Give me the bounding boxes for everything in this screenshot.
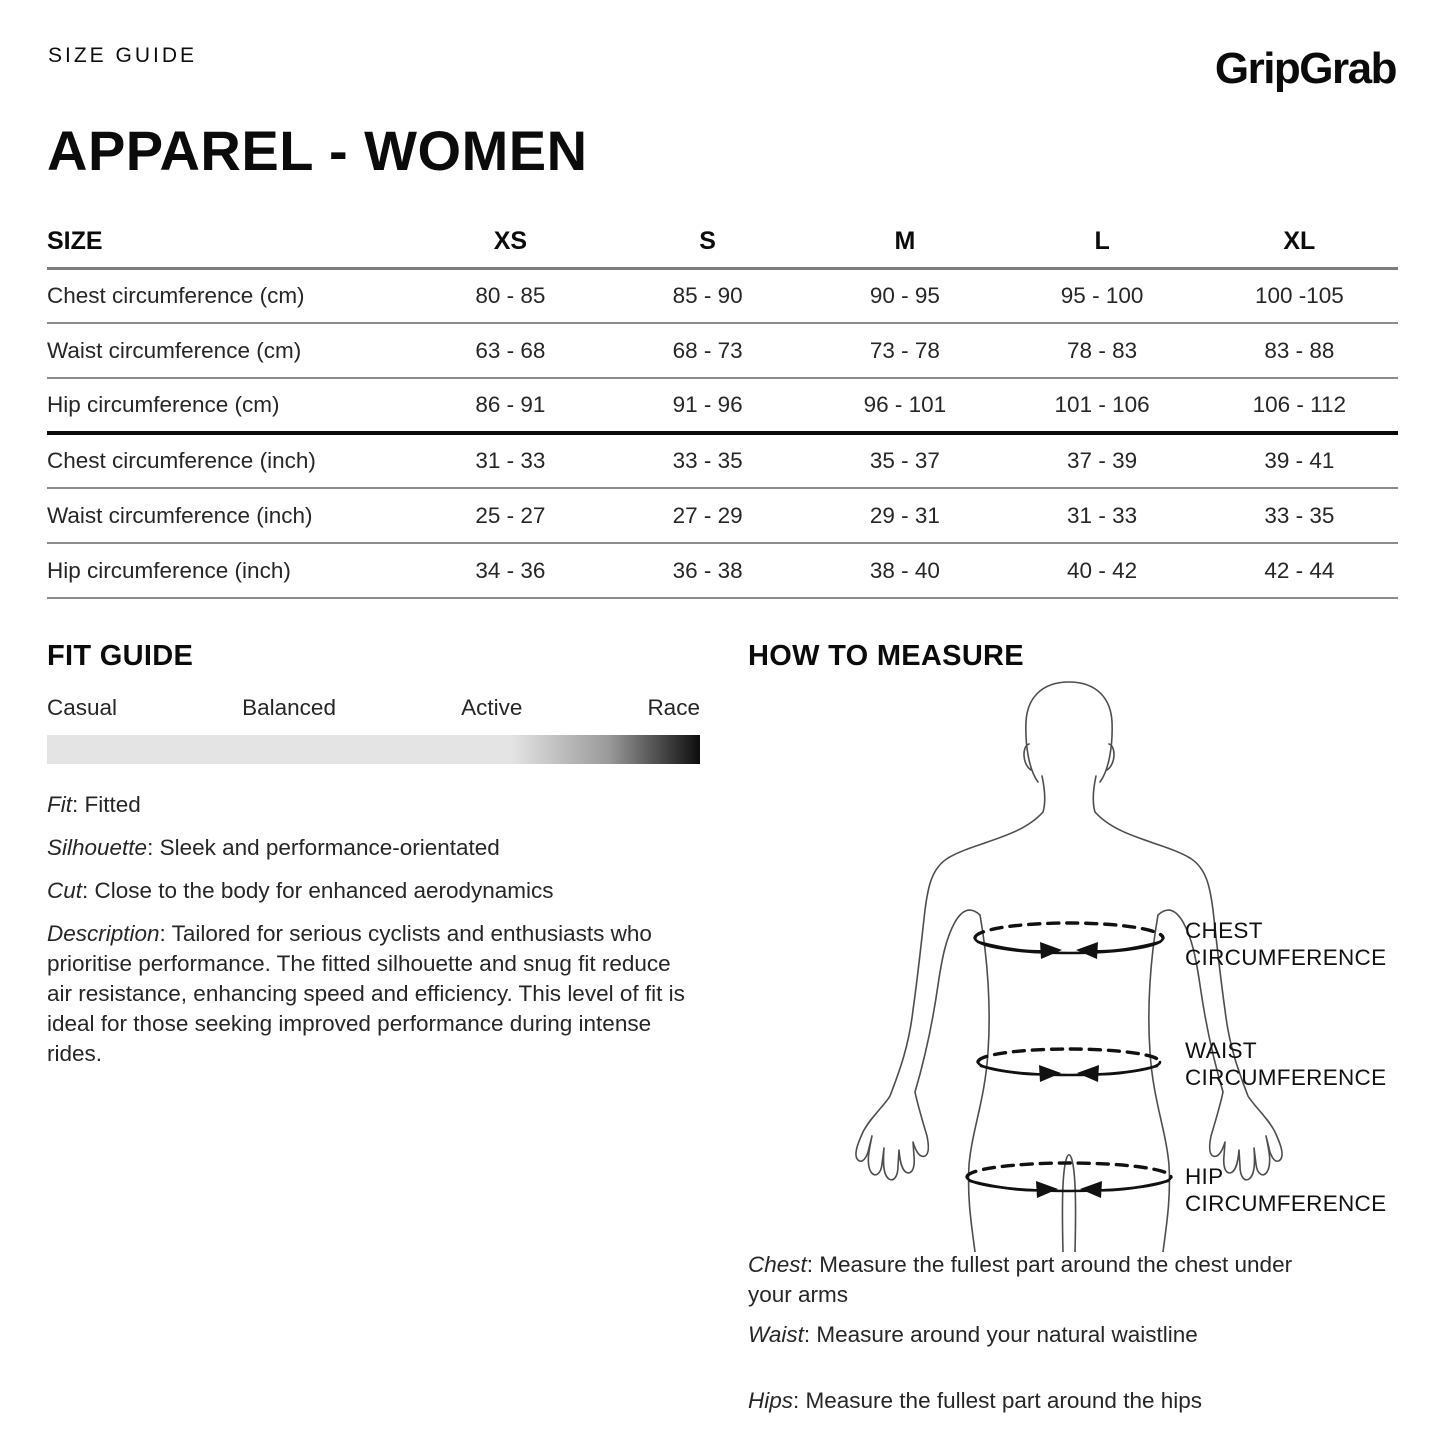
column-header-xl: XL (1201, 226, 1398, 268)
table-row (47, 488, 1398, 543)
table-cell: 25 - 27 (412, 488, 609, 543)
table-cell: 83 - 88 (1201, 323, 1398, 378)
table-row (47, 268, 1398, 323)
scale-label-casual: Casual (47, 695, 118, 720)
table-cell: 31 - 33 (412, 433, 609, 488)
table-cell: 80 - 85 (412, 268, 609, 323)
label-line: WAIST (1185, 1038, 1257, 1063)
body-outline-left (856, 776, 1045, 1252)
waist-arrow-right-line (1091, 1066, 1157, 1074)
measure-instruction (748, 1250, 1308, 1310)
table-cell: 36 - 38 (609, 543, 806, 598)
table-cell: 40 - 42 (1003, 543, 1200, 598)
row-label: Waist circumference (inch) (47, 488, 412, 543)
brand-logo: GripGrab (1214, 44, 1396, 93)
fit-attribute (47, 919, 695, 1069)
column-header-s: S (609, 226, 806, 268)
label-line: CHEST (1185, 918, 1263, 943)
table-cell: 29 - 31 (806, 488, 1003, 543)
row-label: Hip circumference (inch) (47, 543, 412, 598)
table-row (47, 378, 1398, 433)
table-cell: 78 - 83 (1003, 323, 1200, 378)
column-header-size: SIZE (47, 226, 412, 268)
scale-label-active: Active (461, 695, 523, 720)
hip-measure-dashed-arc (967, 1163, 1171, 1177)
attribute-text: : Sleek and performance-orientated (147, 835, 500, 860)
fit-attribute (47, 833, 500, 863)
table-row (47, 323, 1398, 378)
table-cell: 37 - 39 (1003, 433, 1200, 488)
measure-instruction (748, 1386, 1308, 1416)
table-cell: 34 - 36 (412, 543, 609, 598)
fit-attribute (47, 790, 141, 820)
table-cell: 38 - 40 (806, 543, 1003, 598)
table-cell: 33 - 35 (1201, 488, 1398, 543)
hip-circumference-label (1185, 1163, 1386, 1217)
hip-arrow-right-head (1080, 1181, 1102, 1198)
table-cell: 31 - 33 (1003, 488, 1200, 543)
fit-guide-heading: FIT GUIDE (47, 640, 194, 672)
instruction-label: Hips (748, 1388, 794, 1413)
table-cell: 101 - 106 (1003, 378, 1200, 433)
attribute-label: Silhouette (47, 835, 148, 860)
fit-guide-section (47, 640, 700, 1260)
instruction-text: : Measure the fullest part around the hips (793, 1388, 1203, 1413)
column-header-l: L (1003, 226, 1200, 268)
table-cell: 27 - 29 (609, 488, 806, 543)
chest-measure-dashed-arc (975, 923, 1163, 938)
row-label: Hip circumference (cm) (47, 378, 412, 433)
table-row (47, 543, 1398, 598)
label-line: CIRCUMFERENCE (1185, 1065, 1387, 1090)
label-line: CIRCUMFERENCE (1185, 1191, 1387, 1216)
row-label: Chest circumference (cm) (47, 268, 412, 323)
table-cell: 39 - 41 (1201, 433, 1398, 488)
table-cell: 85 - 90 (609, 268, 806, 323)
attribute-label: Description (47, 921, 160, 946)
waist-arrow-left-line (981, 1066, 1047, 1074)
measurement-figure (748, 670, 1400, 1252)
fit-attribute (47, 876, 554, 906)
attribute-text: : Tailored for serious cyclists and enthusiasts who prioritise performance. The fitted silhouette and snug fit reduce air resistance, enhancing speed and efficiency. This level of fit is ideal for those seeking improved performance during intense rides. (47, 921, 685, 1066)
chest-measure-solid-arc (975, 938, 1163, 953)
table-cell: 35 - 37 (806, 433, 1003, 488)
page-title: APPAREL - WOMEN (47, 119, 588, 182)
table-cell: 73 - 78 (806, 323, 1003, 378)
table-cell: 68 - 73 (609, 323, 806, 378)
fit-scale-labels (47, 695, 700, 721)
column-header-m: M (806, 226, 1003, 268)
table-cell: 100 -105 (1201, 268, 1398, 323)
attribute-text: : Close to the body for enhanced aerodynamics (82, 878, 554, 903)
chest-arrow-left-head (1040, 942, 1062, 959)
chest-circumference-label (1185, 917, 1386, 971)
size-table-header (47, 226, 1398, 268)
scale-label-balanced: Balanced (242, 695, 336, 720)
table-cell: 106 - 112 (1201, 378, 1398, 433)
table-cell: 63 - 68 (412, 323, 609, 378)
head-outline (1026, 682, 1112, 782)
row-label: Waist circumference (cm) (47, 323, 412, 378)
table-cell: 33 - 35 (609, 433, 806, 488)
instruction-text: : Measure around your natural waistline (803, 1322, 1198, 1347)
label-line: HIP (1185, 1164, 1224, 1189)
hip-arrow-left-head (1036, 1181, 1058, 1198)
waist-arrow-right-head (1077, 1065, 1099, 1082)
hip-measure-solid-arc (967, 1177, 1171, 1191)
instruction-label: Waist (748, 1322, 804, 1347)
column-header-xs: XS (412, 226, 609, 268)
waist-measure-dashed-arc (978, 1049, 1160, 1062)
label-line: CIRCUMFERENCE (1185, 945, 1387, 970)
attribute-label: Cut (47, 878, 83, 903)
how-to-measure-heading: HOW TO MEASURE (748, 640, 1024, 672)
row-label: Chest circumference (inch) (47, 433, 412, 488)
table-cell: 91 - 96 (609, 378, 806, 433)
table-row (47, 433, 1398, 488)
how-to-measure-section (748, 640, 1400, 1445)
inner-leg-outline (1062, 1155, 1075, 1252)
attribute-text: : Fitted (72, 792, 141, 817)
measure-instruction (748, 1320, 1308, 1350)
scale-label-race: Race (647, 695, 700, 720)
attribute-label: Fit (47, 792, 72, 817)
size-table (47, 226, 1398, 599)
waist-arrow-left-head (1039, 1065, 1061, 1082)
waist-measure-solid-arc (978, 1062, 1160, 1075)
table-cell: 96 - 101 (806, 378, 1003, 433)
table-cell: 42 - 44 (1201, 543, 1398, 598)
fit-scale-bar (47, 735, 700, 764)
chest-arrow-right-head (1076, 942, 1098, 959)
waist-circumference-label (1185, 1037, 1386, 1091)
instruction-text: : Measure the fullest part around the chest under your arms (748, 1252, 1293, 1307)
instruction-label: Chest (748, 1252, 807, 1277)
table-cell: 95 - 100 (1003, 268, 1200, 323)
table-cell: 86 - 91 (412, 378, 609, 433)
table-cell: 90 - 95 (806, 268, 1003, 323)
page-eyebrow: SIZE GUIDE (48, 44, 198, 67)
